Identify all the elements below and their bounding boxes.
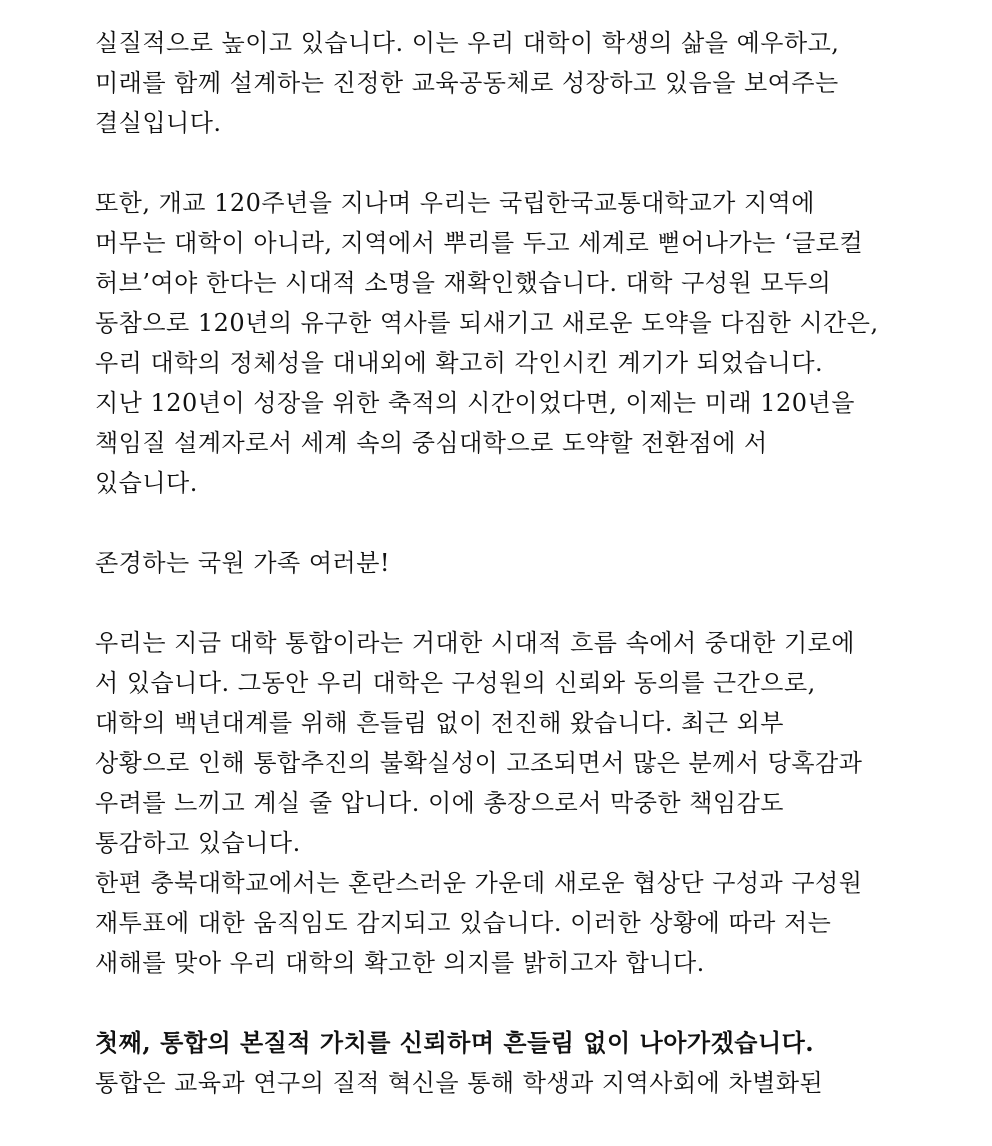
- text-line: 또한, 개교 120주년을 지나며 우리는 국립한국교통대학교가 지역에: [95, 189, 815, 217]
- text-line: 우리는 지금 대학 통합이라는 거대한 시대적 흐름 속에서 중대한 기로에: [95, 629, 855, 657]
- text-line: 허브’여야 한다는 시대적 소명을 재확인했습니다. 대학 구성원 모두의: [95, 269, 832, 297]
- text-line: 상황으로 인해 통합추진의 불확실성이 고조되면서 많은 분께서 당혹감과: [95, 749, 863, 777]
- text-line: 재투표에 대한 움직임도 감지되고 있습니다. 이러한 상황에 따라 저는: [95, 909, 832, 937]
- text-line: 한편 충북대학교에서는 혼란스러운 가운데 새로운 협상단 구성과 구성원: [95, 869, 863, 897]
- text-line: 우리 대학의 정체성을 대내외에 확고히 각인시킨 계기가 되었습니다.: [95, 349, 824, 377]
- text-line: 대학의 백년대계를 위해 흔들림 없이 전진해 왔습니다. 최근 외부: [95, 709, 784, 737]
- text-line: 미래를 함께 설계하는 진정한 교육공동체로 성장하고 있음을 보여주는: [95, 69, 839, 97]
- section-heading: 첫째, 통합의 본질적 가치를 신뢰하며 흔들림 없이 나아가겠습니다.: [95, 1028, 815, 1057]
- text-line: 지난 120년이 성장을 위한 축적의 시간이었다면, 이제는 미래 120년을: [95, 389, 855, 417]
- salutation-line: 존경하는 국원 가족 여러분!: [95, 549, 391, 577]
- text-line: 우려를 느끼고 계실 줄 압니다. 이에 총장으로서 막중한 책임감도: [95, 789, 784, 817]
- text-line: 통합은 교육과 연구의 질적 혁신을 통해 학생과 지역사회에 차별화된: [95, 1069, 824, 1097]
- text-line: 서 있습니다. 그동안 우리 대학은 구성원의 신뢰와 동의를 근간으로,: [95, 669, 816, 697]
- text-line: 실질적으로 높이고 있습니다. 이는 우리 대학이 학생의 삶을 예우하고,: [95, 29, 840, 57]
- text-line: 책임질 설계자로서 세계 속의 중심대학으로 도약할 전환점에 서: [95, 429, 768, 457]
- text-line: 머무는 대학이 아니라, 지역에서 뿌리를 두고 세계로 뻗어나가는 ‘글로컬: [95, 229, 864, 257]
- text-line: 통감하고 있습니다.: [95, 829, 301, 857]
- text-line: 새해를 맞아 우리 대학의 확고한 의지를 밝히고자 합니다.: [95, 949, 705, 977]
- text-line: 있습니다.: [95, 469, 198, 497]
- text-line: 동참으로 120년의 유구한 역사를 되새기고 새로운 도약을 다짐한 시간은,: [95, 309, 879, 337]
- text-line: 결실입니다.: [95, 109, 222, 137]
